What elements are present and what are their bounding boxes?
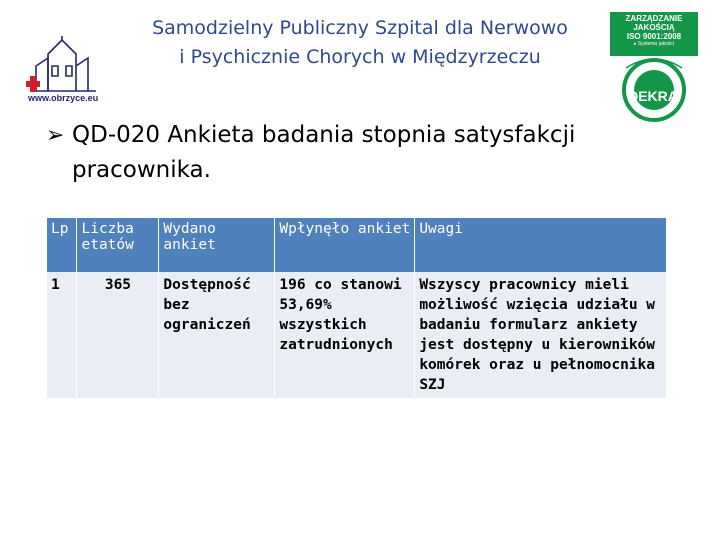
bullet-line1: QD-020 Ankieta badania stopnia satysfakcji xyxy=(72,122,576,148)
cell-lp: 1 xyxy=(47,272,77,398)
badge-line1: ZARZĄDZANIE xyxy=(625,14,683,23)
bullet-line2: pracownika. xyxy=(72,157,211,183)
header-uwagi: Uwagi xyxy=(415,218,667,272)
badge-text xyxy=(612,14,696,48)
bullet-heading xyxy=(46,118,666,187)
page-header-title xyxy=(80,14,640,72)
header-wplynelo-ankiet: Wpłynęło ankiet xyxy=(275,218,415,272)
header-title-line2: i Psychicznie Chorych w Międzyrzeczu xyxy=(179,46,541,68)
table-header-row xyxy=(47,218,667,272)
cell-uwagi: Wszyscy pracownicy mieli możliwość wzięcia udziału w badaniu formularz ankiety jest dostępny u kierowników komórek oraz u pełnomocnika SZJ xyxy=(415,272,667,398)
badge-line2: JAKOŚCIĄ xyxy=(633,23,675,32)
cell-wplynelo: 196 co stanowi 53,69% wszystkich zatrudnionych xyxy=(275,272,415,398)
badge-line4: ▸ Systemu jakości xyxy=(633,41,675,47)
header-title-line1: Samodzielny Publiczny Szpital dla Nerwowo xyxy=(152,17,568,39)
dekra-brand: DEKRA xyxy=(628,88,678,104)
logo-url-text: www.obrzyce.eu xyxy=(28,93,99,103)
table-row xyxy=(47,272,667,398)
badge-line3: ISO 9001:2008 xyxy=(626,32,682,41)
arrow-bullet-icon: ➢ xyxy=(46,123,65,148)
header-lp: Lp xyxy=(47,218,77,272)
cell-wydano: Dostępność bez ograniczeń xyxy=(159,272,275,398)
header-liczba-etatow: Liczba etatów xyxy=(77,218,159,272)
cell-liczba: 365 xyxy=(77,272,159,398)
survey-table xyxy=(47,218,667,398)
header-wydano-ankiet: Wydano ankiet xyxy=(159,218,275,272)
